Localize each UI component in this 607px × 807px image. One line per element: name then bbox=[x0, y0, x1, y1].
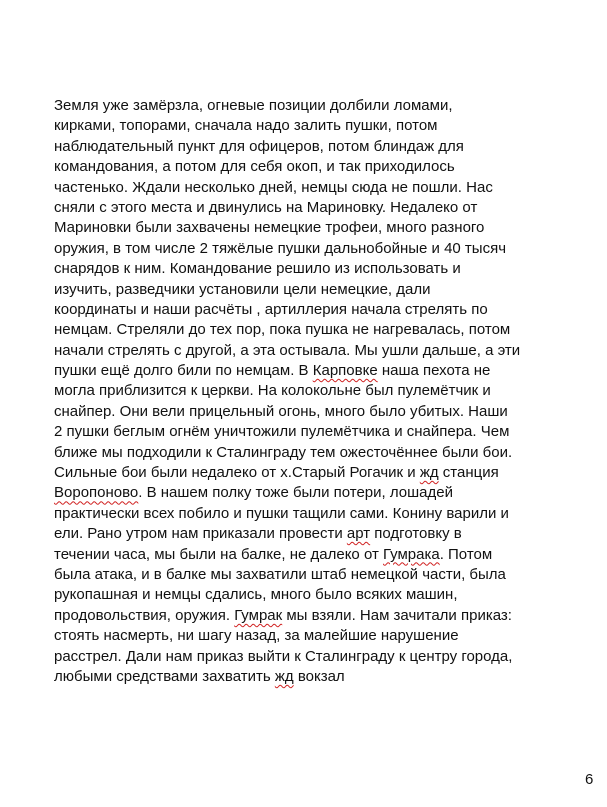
text-run: снарядов к ним. Командование решило из использовать и bbox=[54, 260, 461, 278]
text-line bbox=[54, 402, 564, 422]
text-run: сняли с этого места и двинулись на Мариновку. Недалеко от bbox=[54, 198, 478, 216]
text-line bbox=[54, 524, 564, 544]
text-line bbox=[54, 667, 564, 687]
spellcheck-flagged-word: Гумрака bbox=[383, 545, 440, 563]
text-line bbox=[54, 239, 564, 259]
text-run: Мариновки были захвачены немецкие трофеи, много разного bbox=[54, 219, 485, 237]
text-run: мы взяли. Нам зачитали приказ: bbox=[282, 606, 512, 624]
text-line bbox=[54, 341, 564, 361]
body-text bbox=[54, 96, 564, 687]
text-line bbox=[54, 545, 564, 565]
text-line bbox=[54, 96, 564, 116]
text-run: снайпер. Они вели прицельный огонь, много было убитых. Наши bbox=[54, 402, 508, 420]
text-run: продовольствия, оружия. bbox=[54, 606, 235, 624]
text-line bbox=[54, 157, 564, 177]
text-line bbox=[54, 463, 564, 483]
text-line bbox=[54, 483, 564, 503]
text-run: подготовку в bbox=[370, 525, 462, 543]
text-run: рукопашная и немцы сдались, много было всяких машин, bbox=[54, 586, 458, 604]
text-run: координаты и наши расчёты , артиллерия начала стрелять по bbox=[54, 300, 488, 318]
text-line bbox=[54, 259, 564, 279]
text-run: оружия, в том числе 2 тяжёлые пушки дальнобойные и 40 тысяч bbox=[54, 239, 507, 257]
text-run: расстрел. Дали нам приказ выйти к Сталинграду к центру города, bbox=[54, 647, 513, 665]
text-line bbox=[54, 280, 564, 300]
text-run: любыми средствами захватить bbox=[54, 667, 275, 685]
text-run: кирками, топорами, сначала надо залить пушки, потом bbox=[54, 117, 438, 135]
text-run: Земля уже замёрзла, огневые позиции долбили ломами, bbox=[54, 97, 453, 114]
text-run: пушки ещё долго били по немцам. В bbox=[54, 362, 313, 380]
text-run: была атака, и в балке мы захватили штаб немецкой части, была bbox=[54, 565, 506, 583]
text-line bbox=[54, 218, 564, 238]
spellcheck-flagged-word: Воропоново bbox=[54, 484, 139, 502]
text-run: течении часа, мы были на балке, не далеко от bbox=[54, 545, 383, 563]
text-run: ели. Рано утром нам приказали провести bbox=[54, 525, 347, 543]
text-run: наша пехота не bbox=[377, 362, 491, 380]
text-run: станция bbox=[438, 464, 499, 482]
text-run: наблюдательный пункт для офицеров, потом блиндаж для bbox=[54, 137, 464, 155]
text-run: практически всех побило и пушки тащили сами. Конину варили и bbox=[54, 504, 509, 522]
text-run: 2 пушки беглым огнём уничтожили пулемётчика и снайпера. Чем bbox=[54, 423, 510, 441]
text-run: вокзал bbox=[293, 667, 345, 685]
text-run: командования, а потом для себя окоп, и так приходилось bbox=[54, 158, 455, 176]
text-run: частенько. Ждали несколько дней, немцы сюда не пошли. Нас bbox=[54, 178, 493, 196]
text-run: Сильные бои были недалеко от х.Старый Рогачик и bbox=[54, 464, 420, 482]
text-line bbox=[54, 361, 564, 381]
text-line bbox=[54, 320, 564, 340]
spellcheck-flagged-word: жд bbox=[274, 667, 294, 685]
text-run: изучить, разведчики установили цели немецкие, дали bbox=[54, 280, 431, 298]
text-line bbox=[54, 381, 564, 401]
text-line bbox=[54, 116, 564, 136]
text-line bbox=[54, 422, 564, 442]
text-run: ближе мы подходили к Сталинграду тем ожесточённее были бои. bbox=[54, 443, 513, 461]
text-run: . Потом bbox=[439, 545, 493, 563]
text-run: начали стрелять с другой, а эта остывала. Мы ушли дальше, а эти bbox=[54, 341, 521, 359]
page-number: 6 bbox=[585, 771, 594, 788]
text-run: могла приблизится к церкви. На колокольне был пулемётчик и bbox=[54, 382, 491, 400]
text-line bbox=[54, 137, 564, 157]
spellcheck-flagged-word: Гумрак bbox=[234, 606, 283, 624]
text-line bbox=[54, 178, 564, 198]
text-line bbox=[54, 626, 564, 646]
spellcheck-flagged-word: жд bbox=[419, 464, 439, 482]
text-line bbox=[54, 198, 564, 218]
text-line bbox=[54, 565, 564, 585]
text-run: . В нашем полку тоже были потери, лошадей bbox=[138, 484, 453, 502]
text-line bbox=[54, 300, 564, 320]
text-line bbox=[54, 647, 564, 667]
text-line bbox=[54, 606, 564, 626]
text-run: немцам. Стреляли до тех пор, пока пушка не нагревалась, потом bbox=[54, 321, 511, 339]
spellcheck-flagged-word: арт bbox=[346, 525, 371, 543]
text-line bbox=[54, 443, 564, 463]
text-line bbox=[54, 585, 564, 605]
text-run: стоять насмерть, ни шагу назад, за малейшие нарушение bbox=[54, 627, 459, 645]
spellcheck-flagged-word: Карповке bbox=[312, 362, 378, 380]
text-line bbox=[54, 504, 564, 524]
